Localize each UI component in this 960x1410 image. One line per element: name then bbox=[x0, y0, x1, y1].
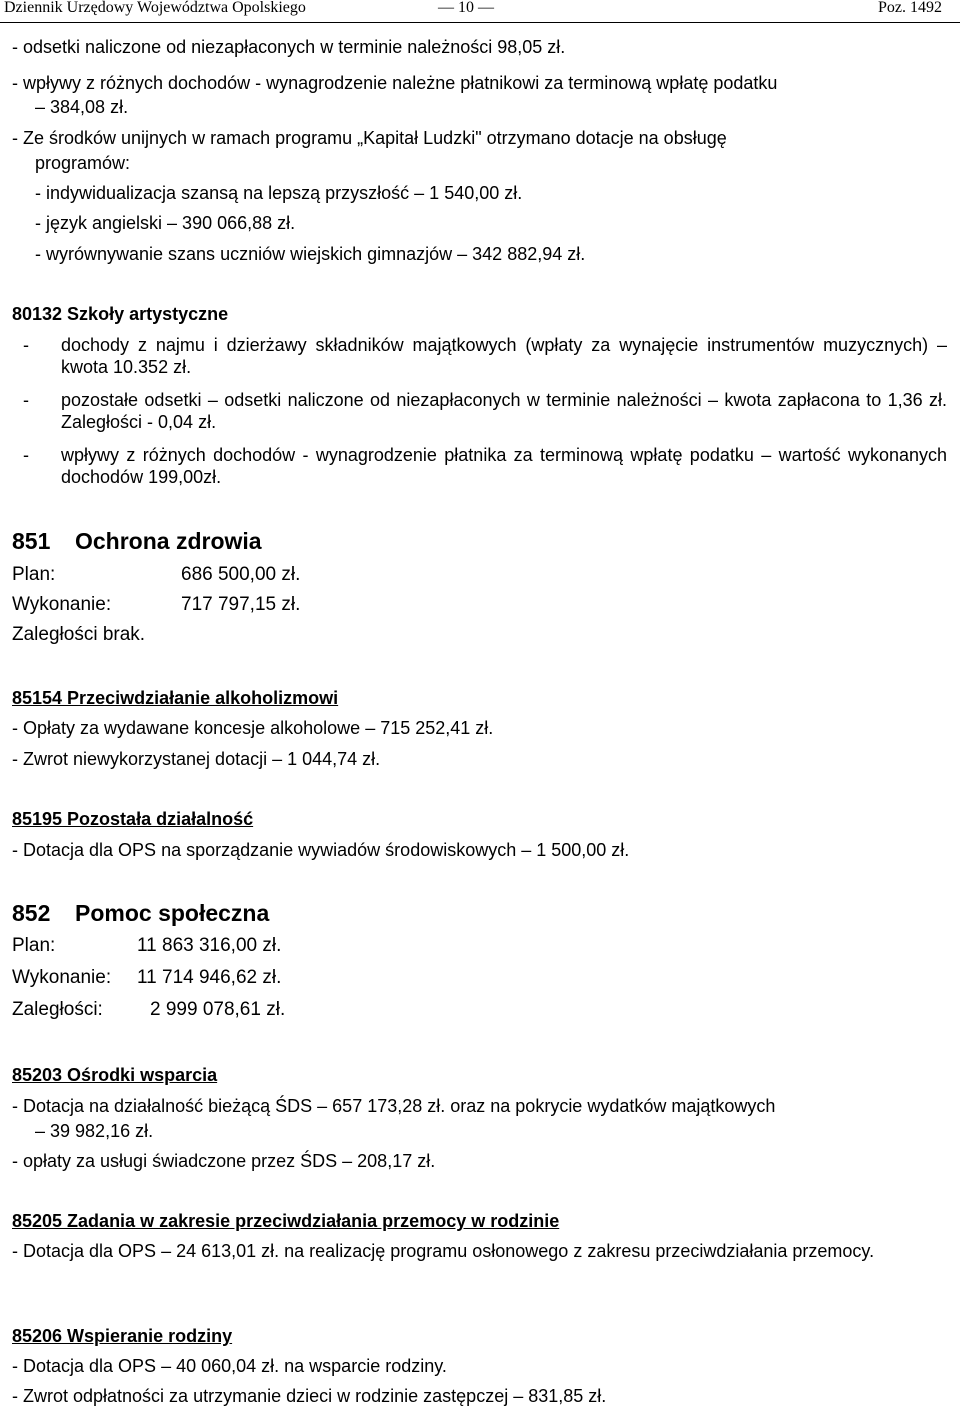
bullet-dash: - bbox=[23, 390, 29, 410]
text-line: - odsetki naliczone od niezapłaconych w terminie należności 98,05 zł. bbox=[12, 37, 566, 57]
bullet-dash: - bbox=[23, 445, 29, 465]
wykonanie-value: 11 714 946,62 zł. bbox=[137, 967, 282, 988]
division-number-852: 852 bbox=[12, 900, 51, 926]
section-title-85195: 85195 Pozostała działalność bbox=[12, 809, 254, 829]
text-line: - język angielski – 390 066,88 zł. bbox=[35, 213, 296, 233]
list-item: - Opłaty za wydawane koncesje alkoholowe – 715 252,41 zł. bbox=[12, 718, 494, 738]
section-title-85154: 85154 Przeciwdziałanie alkoholizmowi bbox=[12, 688, 339, 708]
plan-value: 11 863 316,00 zł. bbox=[137, 935, 282, 956]
wykonanie-label: Wykonanie: bbox=[12, 967, 112, 988]
wykonanie-value: 717 797,15 zł. bbox=[181, 594, 301, 615]
list-item: - Dotacja dla OPS – 24 613,01 zł. na realizację programu osłonowego z zakresu przeciwdziałania przemocy. bbox=[12, 1241, 875, 1261]
list-item: pozostałe odsetki – odsetki naliczone od niezapłaconych w terminie należności – kwota zapłacona to 1,36 zł. Zaległości - 0,04 zł. bbox=[61, 390, 947, 432]
section-title-80132: 80132 Szkoły artystyczne bbox=[12, 304, 229, 324]
list-item: dochody z najmu i dzierżawy składników majątkowych (wpłaty za wynajęcie instrumentów muzycznych) – kwota 10.352 zł. bbox=[61, 335, 947, 377]
list-item: - Zwrot niewykorzystanej dotacji – 1 044,74 zł. bbox=[12, 749, 381, 769]
list-item-continuation: – 39 982,16 zł. bbox=[35, 1121, 154, 1141]
list-item: - Dotacja dla OPS – 40 060,04 zł. na wsparcie rodziny. bbox=[12, 1356, 447, 1376]
section-title-85203: 85203 Ośrodki wsparcia bbox=[12, 1065, 218, 1085]
text-line: - wyrównywanie szans uczniów wiejskich gimnazjów – 342 882,94 zł. bbox=[35, 244, 586, 264]
plan-label: Plan: bbox=[12, 935, 56, 956]
list-item: - opłaty za usługi świadczone przez ŚDS – 208,17 zł. bbox=[12, 1151, 436, 1171]
division-number-851: 851 bbox=[12, 528, 51, 554]
list-item: - Dotacja na działalność bieżącą ŚDS – 657 173,28 zł. oraz na pokrycie wydatków majątkowych bbox=[12, 1096, 776, 1116]
plan-label: Plan: bbox=[12, 564, 56, 585]
page-number: — 10 — bbox=[438, 0, 494, 16]
text-line: - indywidualizacja szansą na lepszą przyszłość – 1 540,00 zł. bbox=[35, 183, 523, 203]
position-number: Poz. 1492 bbox=[878, 0, 942, 16]
section-title-85206: 85206 Wspieranie rodziny bbox=[12, 1326, 233, 1346]
division-title-851: Ochrona zdrowia bbox=[75, 528, 262, 554]
division-title-852: Pomoc społeczna bbox=[75, 900, 270, 926]
page-header bbox=[0, 0, 960, 23]
list-item: - Dotacja dla OPS na sporządzanie wywiadów środowiskowych – 1 500,00 zł. bbox=[12, 840, 630, 860]
list-item: wpływy z różnych dochodów - wynagrodzenie płatnika za terminową wpłatę podatku – wartość wykonanych dochodów 199,00zł. bbox=[61, 445, 947, 487]
text-line: programów: bbox=[35, 153, 131, 173]
zaleglosci-label: Zaległości: bbox=[12, 999, 103, 1020]
text-line: – 384,08 zł. bbox=[35, 97, 129, 117]
text-line: - Ze środków unijnych w ramach programu „Kapitał Ludzki" otrzymano dotacje na obsługę bbox=[12, 128, 727, 148]
zaleglosci-value: 2 999 078,61 zł. bbox=[150, 999, 286, 1020]
bullet-dash: - bbox=[23, 335, 29, 355]
section-title-85205: 85205 Zadania w zakresie przeciwdziałania przemocy w rodzinie bbox=[12, 1211, 560, 1231]
journal-title: Dziennik Urzędowy Województwa Opolskiego bbox=[4, 0, 306, 16]
zaleglosci-text: Zaległości brak. bbox=[12, 624, 146, 645]
plan-value: 686 500,00 zł. bbox=[181, 564, 301, 585]
list-item: - Zwrot odpłatności za utrzymanie dzieci w rodzinie zastępczej – 831,85 zł. bbox=[12, 1386, 607, 1406]
text-line: - wpływy z różnych dochodów - wynagrodzenie należne płatnikowi za terminową wpłatę podatku bbox=[12, 73, 778, 93]
wykonanie-label: Wykonanie: bbox=[12, 594, 112, 615]
